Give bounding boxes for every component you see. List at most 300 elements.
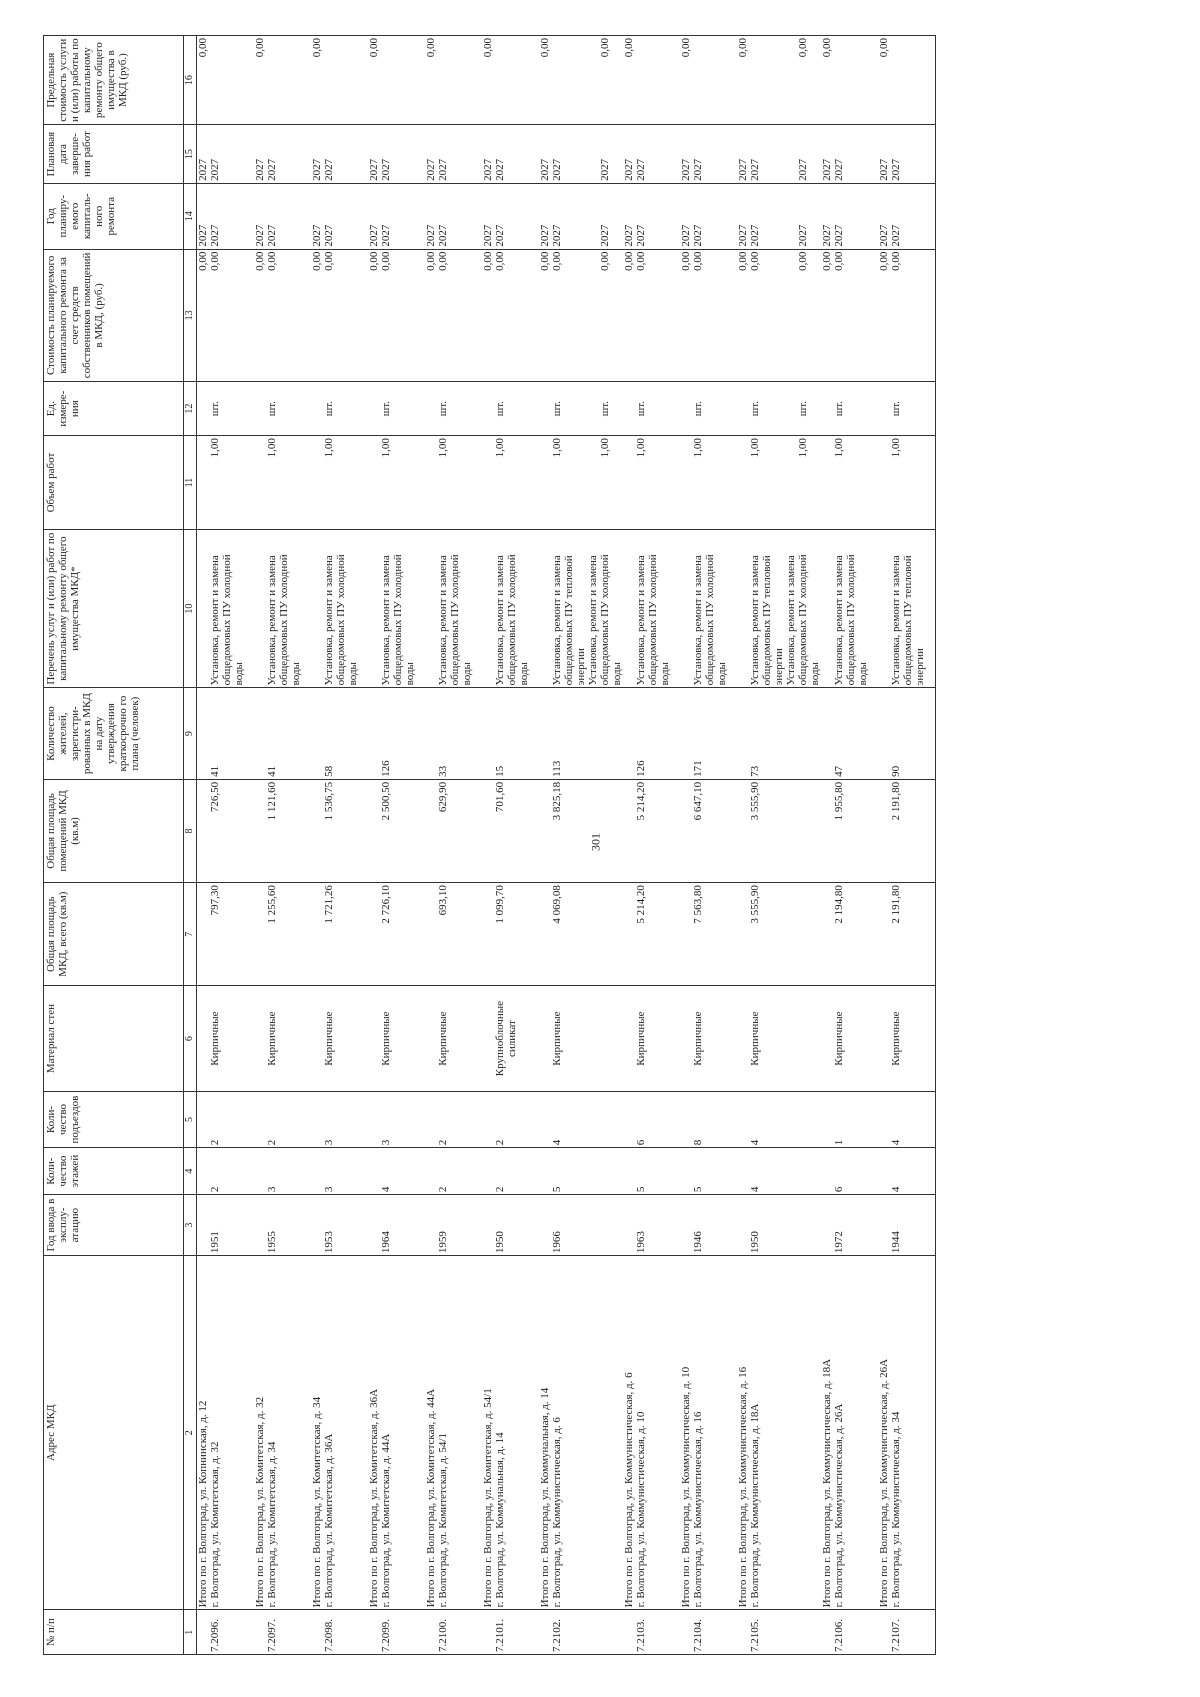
column-number: 7 (184, 883, 197, 986)
previous-total-label: Итого по г. Волгоград, ул. Копнинская, д. 12 (197, 1400, 209, 1608)
table-cell (737, 249, 821, 382)
column-header: Перечень услуг и (или) работ по капитальному ремонту общего имущества МКД* (44, 529, 184, 687)
spacer (878, 1150, 890, 1192)
limit-cost: 0,00 (599, 38, 611, 58)
table-cell (539, 436, 623, 530)
table-cell (680, 1610, 737, 1655)
table-cell (254, 125, 311, 184)
row-number: 7.2100. (437, 1619, 449, 1652)
spacer (368, 988, 380, 1089)
spacer (680, 1612, 692, 1652)
entrances: 4 (551, 1139, 563, 1146)
spacer (482, 988, 494, 1089)
cost: 0,00 (635, 251, 647, 271)
spacer (311, 438, 323, 527)
work-unit: шт. (323, 401, 335, 417)
spacer (311, 1197, 323, 1253)
table-cell (623, 36, 680, 125)
table-cell (197, 779, 255, 882)
spacer (878, 1612, 890, 1652)
work-volume: 1,00 (797, 438, 809, 458)
limit-cost: 0,00 (797, 38, 809, 58)
area-total: 2 191,80 (890, 885, 902, 924)
table-cell (425, 1256, 482, 1610)
spacer (425, 1094, 437, 1145)
table-cell (482, 36, 539, 125)
area-total: 1 099,70 (494, 885, 506, 924)
work-volume: 1,00 (209, 438, 221, 458)
table-cell (821, 529, 878, 687)
previous-cost: 0,00 (482, 251, 494, 271)
entrances: 8 (692, 1139, 704, 1146)
spacer (737, 885, 749, 983)
spacer (311, 1150, 323, 1192)
column-header: № п/п (44, 1610, 184, 1655)
work-volume: 1,00 (437, 438, 449, 458)
plan-date: 2027 (437, 158, 449, 181)
table-cell (539, 688, 623, 780)
previous-plan-date: 2027 (425, 158, 437, 181)
residents: 33 (437, 765, 449, 777)
table-cell (197, 883, 255, 986)
table-cell (425, 1091, 482, 1147)
floors: 5 (551, 1186, 563, 1193)
row-number: 7.2107. (890, 1619, 902, 1652)
year-built: 1951 (209, 1231, 221, 1254)
plan-date: 2027 (833, 158, 845, 181)
area-rooms: 1 955,80 (833, 781, 845, 821)
spacer (425, 988, 437, 1089)
spacer (368, 1197, 380, 1253)
residents: 90 (890, 765, 902, 777)
spacer (737, 988, 749, 1089)
spacer (539, 1150, 551, 1192)
work-volume: 1,00 (599, 438, 611, 458)
plan-year: 2027 (599, 224, 611, 247)
table-cell (254, 1610, 311, 1655)
plan-date: 2027 (209, 158, 221, 181)
column-header: Объем работ (44, 436, 184, 530)
column-number: 16 (184, 36, 197, 125)
spacer (680, 532, 692, 685)
floors: 3 (266, 1186, 278, 1193)
table-cell (539, 36, 623, 125)
spacer (254, 532, 266, 685)
work-name: Установка, ремонт и замена общедомовых ПУ холодной воды (833, 554, 869, 686)
table-cell (254, 883, 311, 986)
previous-total-label: Итого по г. Волгоград, ул. Коммунистическая, д. 16 (737, 1366, 749, 1608)
column-number: 2 (184, 1256, 197, 1610)
plan-date: 2027 (797, 158, 809, 181)
spacer (311, 782, 323, 880)
spacer (311, 1612, 323, 1652)
year-built: 1966 (551, 1231, 563, 1254)
spacer (821, 782, 833, 880)
spacer (197, 384, 209, 433)
spacer (623, 988, 635, 1089)
table-cell (737, 986, 821, 1092)
year-built: 1953 (323, 1231, 335, 1254)
plan-year: 2027 (635, 224, 647, 247)
wall-material: Кирпичные (635, 1011, 647, 1066)
plan-date: 2027 (599, 158, 611, 181)
table-cell (254, 1256, 311, 1610)
area-rooms: 701,60 (494, 781, 506, 813)
table-cell (878, 1195, 936, 1256)
table-cell (311, 779, 368, 882)
table-cell (425, 125, 482, 184)
table-cell (623, 436, 680, 530)
year-built: 1964 (380, 1231, 392, 1254)
table-cell (311, 183, 368, 249)
work-unit: шт. (380, 401, 392, 417)
spacer (311, 532, 323, 685)
spacer (254, 690, 266, 777)
table-cell (368, 382, 425, 436)
table-cell (254, 36, 311, 125)
spacer (482, 1150, 494, 1192)
previous-total-label: Итого по г. Волгоград, ул. Коммунистическая, д. 26А (878, 1358, 890, 1608)
previous-plan-year: 2027 (878, 224, 890, 247)
spacer (539, 690, 551, 777)
plan-year: 2027 (380, 224, 392, 247)
floors: 3 (323, 1186, 335, 1193)
limit-cost: 0,00 (878, 38, 890, 58)
table-cell (821, 249, 878, 382)
table-cell (737, 883, 821, 986)
column-number: 13 (184, 249, 197, 382)
table-cell (539, 1610, 623, 1655)
table-cell (821, 1256, 878, 1610)
plan-date: 2027 (266, 158, 278, 181)
previous-total-label: Итого по г. Волгоград, ул. Коммунистическая, д. 10 (680, 1366, 692, 1608)
work-name: Установка, ремонт и замена общедомовых ПУ холодной воды (494, 554, 530, 686)
spacer (680, 1150, 692, 1192)
table-cell (425, 382, 482, 436)
previous-plan-year: 2027 (539, 224, 551, 247)
limit-cost: 0,00 (254, 38, 266, 58)
spacer (737, 1094, 749, 1145)
column-header: Общая площадь МКД, всего (кв.м) (44, 883, 184, 986)
column-number: 11 (184, 436, 197, 530)
spacer (821, 1612, 833, 1652)
table-cell (821, 883, 878, 986)
table-cell (254, 688, 311, 780)
entrances: 2 (437, 1139, 449, 1146)
table-cell (425, 529, 482, 687)
plan-year: 2027 (494, 224, 506, 247)
cost: 0,00 (599, 251, 611, 271)
cost: 0,00 (380, 251, 392, 271)
area-rooms: 5 214,20 (635, 781, 647, 821)
area-total: 7 563,80 (692, 885, 704, 924)
spacer (197, 1197, 209, 1253)
table-cell (878, 779, 936, 882)
spacer (254, 1612, 266, 1652)
table-body (197, 36, 936, 1655)
column-number: 14 (184, 183, 197, 249)
previous-total-label: Итого по г. Волгоград, ул. Коммунистическая, д. 6 (623, 1372, 635, 1608)
table-cell (680, 1091, 737, 1147)
spacer (425, 885, 437, 983)
spacer (254, 988, 266, 1089)
plan-year: 2027 (890, 224, 902, 247)
capital-repair-table (43, 35, 936, 1655)
previous-plan-year: 2027 (425, 224, 437, 247)
spacer (623, 782, 635, 880)
table-cell (821, 688, 878, 780)
limit-cost: 0,00 (539, 38, 551, 58)
table-cell (254, 183, 311, 249)
work-name: Установка, ремонт и замена общедомовых ПУ холодной воды (635, 554, 671, 686)
spacer (425, 1150, 437, 1192)
previous-plan-date: 2027 (737, 158, 749, 181)
work-name: Установка, ремонт и замена общедомовых ПУ холодной воды (323, 554, 359, 686)
wall-material: Кирпичные (323, 1011, 335, 1066)
year-built: 1946 (692, 1231, 704, 1254)
previous-plan-year: 2027 (737, 224, 749, 247)
area-rooms: 2 191,80 (890, 781, 902, 821)
table-cell (197, 1091, 255, 1147)
entrances: 1 (833, 1139, 845, 1146)
spacer (623, 1612, 635, 1652)
entrances: 3 (380, 1139, 392, 1146)
entrances: 4 (890, 1139, 902, 1146)
spacer (539, 1197, 551, 1253)
spacer (311, 384, 323, 433)
spacer (197, 1612, 209, 1652)
spacer (254, 384, 266, 433)
table-cell (821, 1148, 878, 1195)
work-name: Установка, ремонт и замена общедомовых ПУ холодной воды (437, 554, 473, 686)
address: г. Волгоград, ул. Коммунистическая, д. 10 (635, 1411, 647, 1608)
spacer (623, 1150, 635, 1192)
plan-date: 2027 (323, 158, 335, 181)
spacer (311, 885, 323, 983)
spacer (197, 782, 209, 880)
area-rooms: 1 536,75 (323, 781, 335, 821)
previous-cost: 0,00 (539, 251, 551, 271)
column-number: 12 (184, 382, 197, 436)
table-cell (680, 436, 737, 530)
previous-plan-year: 2027 (680, 224, 692, 247)
work-volume: 1,00 (551, 438, 563, 458)
spacer (878, 532, 890, 685)
entrances: 2 (494, 1139, 506, 1146)
plan-year: 2027 (797, 224, 809, 247)
year-built: 1963 (635, 1231, 647, 1254)
table-cell (878, 1148, 936, 1195)
table-cell (482, 883, 539, 986)
limit-cost: 0,00 (737, 38, 749, 58)
previous-plan-year: 2027 (368, 224, 380, 247)
table-cell (482, 249, 539, 382)
table-cell (878, 1256, 936, 1610)
previous-plan-date: 2027 (482, 158, 494, 181)
work-name: Установка, ремонт и замена общедомовых ПУ холодной воды (692, 554, 728, 686)
spacer (737, 1612, 749, 1652)
table-cell (311, 1256, 368, 1610)
rotated-table-container (43, 35, 1200, 1655)
residents: 58 (323, 765, 335, 777)
column-number: 6 (184, 986, 197, 1092)
spacer (254, 438, 266, 527)
spacer (482, 384, 494, 433)
area-rooms: 3 555,90 (749, 781, 761, 821)
table-cell (368, 779, 425, 882)
cost: 0,00 (833, 251, 845, 271)
table-cell (254, 382, 311, 436)
spacer (821, 885, 833, 983)
floors: 5 (635, 1186, 647, 1193)
previous-total-label: Итого по г. Волгоград, ул. Комитетская, д. 32 (254, 1396, 266, 1608)
work-volume: 1,00 (635, 438, 647, 458)
spacer (368, 384, 380, 433)
spacer (311, 690, 323, 777)
work-unit: шт. (437, 401, 449, 417)
plan-year: 2027 (551, 224, 563, 247)
work-name: Установка, ремонт и замена общедомовых ПУ тепловой энергии (551, 555, 587, 686)
column-number: 10 (184, 529, 197, 687)
previous-cost: 0,00 (680, 251, 692, 271)
wall-material: Кирпичные (380, 1011, 392, 1066)
spacer (539, 384, 551, 433)
spacer (878, 384, 890, 433)
limit-cost: 0,00 (311, 38, 323, 58)
spacer (368, 690, 380, 777)
table-cell (482, 436, 539, 530)
table-cell (623, 1091, 680, 1147)
area-rooms: 1 121,60 (266, 781, 278, 821)
entrances: 2 (266, 1139, 278, 1146)
work-name: Установка, ремонт и замена общедомовых ПУ холодной воды (266, 554, 302, 686)
table-cell (680, 382, 737, 436)
previous-total-label: Итого по г. Волгоград, ул. Коммунальная, д. 14 (539, 1387, 551, 1608)
spacer (539, 1094, 551, 1145)
wall-material: Кирпичные (266, 1011, 278, 1066)
table-cell (197, 382, 255, 436)
spacer (737, 1197, 749, 1253)
table-row (821, 36, 878, 1655)
year-built: 1950 (494, 1231, 506, 1254)
previous-total-label: Итого по г. Волгоград, ул. Комитетская, д. 54/1 (482, 1388, 494, 1608)
table-cell (254, 249, 311, 382)
row-number: 7.2096. (209, 1619, 221, 1652)
spacer (254, 1150, 266, 1192)
table-cell (311, 436, 368, 530)
plan-date: 2027 (494, 158, 506, 181)
table-cell (368, 125, 425, 184)
work-unit: шт. (692, 401, 704, 417)
column-number: 5 (184, 1091, 197, 1147)
address: г. Волгоград, ул. Коммунистическая, д. 18А (749, 1403, 761, 1608)
area-rooms: 2 500,50 (380, 781, 392, 821)
table-header-row (44, 36, 184, 1655)
table-cell (425, 1610, 482, 1655)
spacer (197, 1150, 209, 1192)
area-total: 1 721,26 (323, 885, 335, 924)
table-cell (623, 779, 680, 882)
column-header: Адрес МКД (44, 1256, 184, 1610)
area-rooms: 726,50 (209, 781, 221, 813)
table-row (623, 36, 680, 1655)
column-header: Плановая дата заверше-ния работ (44, 125, 184, 184)
table-row (425, 36, 482, 1655)
residents: 126 (635, 760, 647, 777)
spacer (539, 988, 551, 1089)
table-cell (623, 125, 680, 184)
spacer (368, 1150, 380, 1192)
table-cell (680, 1195, 737, 1256)
limit-cost: 0,00 (680, 38, 692, 58)
previous-cost: 0,00 (197, 251, 209, 271)
residents: 126 (380, 760, 392, 777)
table-cell (368, 1256, 425, 1610)
column-number: 9 (184, 688, 197, 780)
table-cell (425, 249, 482, 382)
previous-plan-year: 2027 (623, 224, 635, 247)
spacer (821, 988, 833, 1089)
wall-material: Крупноблочные силикат (494, 1001, 518, 1077)
spacer (482, 885, 494, 983)
spacer (482, 1197, 494, 1253)
spacer (737, 690, 749, 777)
table-cell (737, 779, 821, 882)
table-cell (680, 883, 737, 986)
column-number: 15 (184, 125, 197, 184)
table-cell (539, 249, 623, 382)
spacer (680, 690, 692, 777)
spacer (311, 988, 323, 1089)
residents: 15 (494, 765, 506, 777)
table-cell (197, 688, 255, 780)
floors: 2 (209, 1186, 221, 1193)
previous-plan-year: 2027 (821, 224, 833, 247)
table-cell (197, 1148, 255, 1195)
spacer (878, 690, 890, 777)
spacer (254, 782, 266, 880)
table-cell (368, 249, 425, 382)
table-cell (878, 183, 936, 249)
area-total: 1 255,60 (266, 885, 278, 924)
table-cell (368, 986, 425, 1092)
table-cell (821, 1610, 878, 1655)
cost: 0,00 (323, 251, 335, 271)
table-cell (425, 183, 482, 249)
row-number: 7.2102. (551, 1619, 563, 1652)
table-cell (311, 688, 368, 780)
previous-cost: 0,00 (311, 251, 323, 271)
plan-year: 2027 (692, 224, 704, 247)
limit-cost: 0,00 (482, 38, 494, 58)
spacer (425, 1197, 437, 1253)
spacer (368, 532, 380, 685)
table-row (680, 36, 737, 1655)
spacer (878, 1197, 890, 1253)
column-header: Стоимость планируемого капитального ремонта за счет средств собственников помещений в МКД, (руб.) (44, 249, 184, 382)
entrances: 3 (323, 1139, 335, 1146)
previous-total-label: Итого по г. Волгоград, ул. Коммунистическая, д. 18А (821, 1358, 833, 1608)
table-cell (311, 249, 368, 382)
spacer (197, 690, 209, 777)
spacer (623, 1197, 635, 1253)
address: г. Волгоград, ул. Коммунистическая, д. 34 (890, 1411, 902, 1608)
previous-cost: 0,00 (425, 251, 437, 271)
spacer (368, 1094, 380, 1145)
table-cell (482, 1148, 539, 1195)
plan-date: 2027 (635, 158, 647, 181)
previous-total-label: Итого по г. Волгоград, ул. Комитетская, д. 34 (311, 1396, 323, 1608)
